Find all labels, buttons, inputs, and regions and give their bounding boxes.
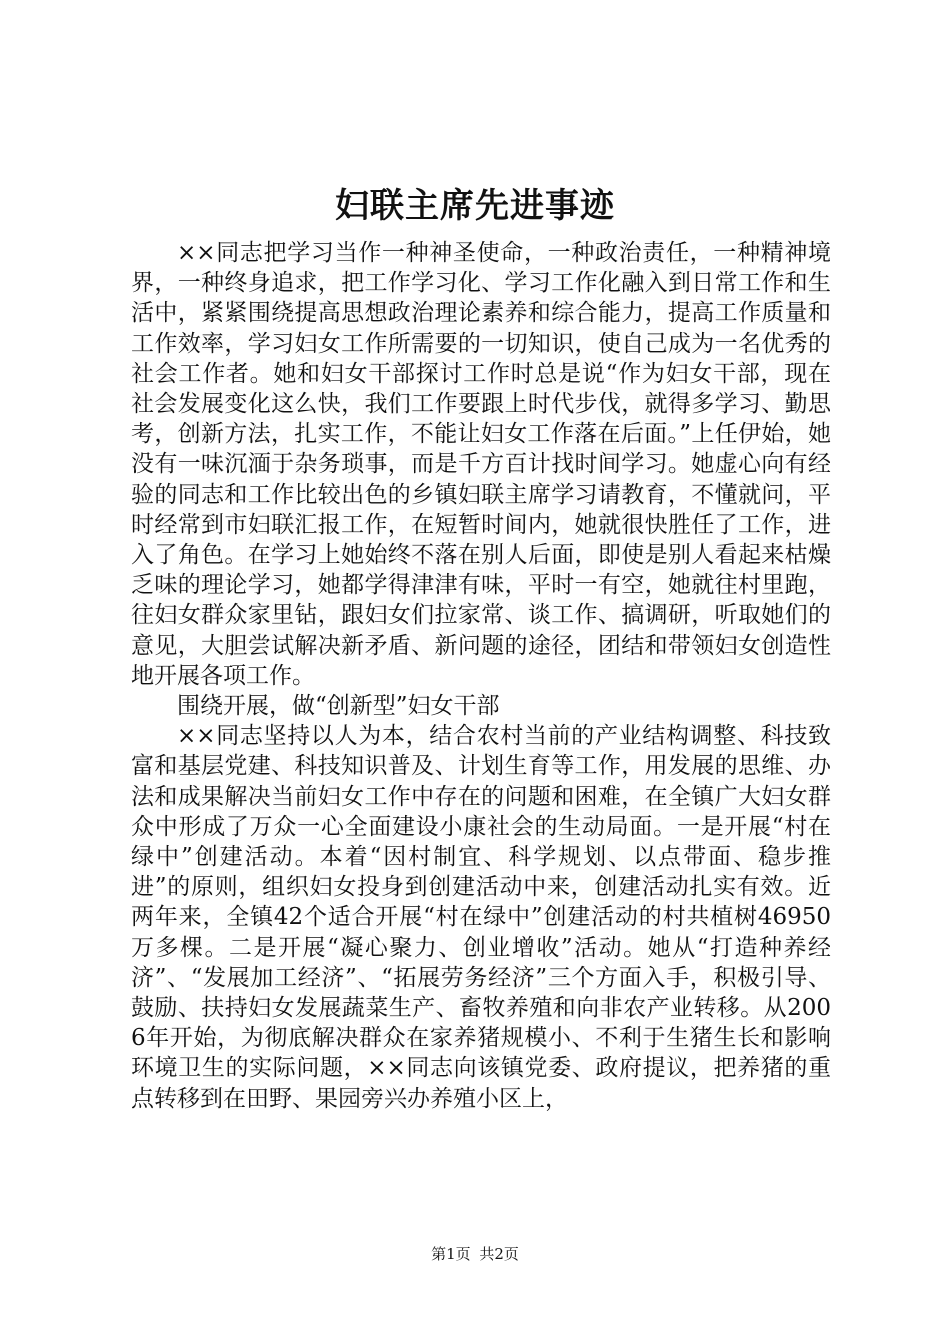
section-heading: 围绕开展，做“创新型”妇女干部 [177, 693, 500, 720]
body-paragraph-2: ××同志坚持以人为本，结合农村当前的产业结构调整、科技致富和基层党建、科技知识普及、计划生育等工作，用发展的思维、办法和成果解决当前妇女工作中存在的问题和困难，在全镇广大妇女群众中形成了万众一心全面建设小康社会的生动局面。一是开展“村在绿中”创建活动。本着“因村制宜、科学规划、以点带面、稳步推进”的原则，组织妇女投身到创建活动中来，创建活动扎实有效。近两年来，全镇42个适合开展“村在绿中”创建活动的村共植树46950万多棵。二是开展“凝心聚力、创业增收”活动。她从“打造种养经济”、“发展加工经济”、“拓展劳务经济”三个方面入手，积极引导、鼓励、扶持妇女发展蔬菜生产、畜牧养殖和向非农产业转移。从2006年开始，为彻底解决群众在家养猪规模小、不利于生猪生长和影响环境卫生的实际问题，××同志向该镇党委、政府提议，把养猪的重点转移到在田野、果园旁兴办养殖小区上， [131, 723, 831, 1112]
page-number: 第1页 [431, 1245, 471, 1263]
page-total: 共2页 [479, 1245, 519, 1263]
page-footer [0, 1244, 950, 1264]
body-paragraph-1: ××同志把学习当作一种神圣使命，一种政治责任，一种精神境界，一种终身追求，把工作学习化、学习工作化融入到日常工作和生活中，紧紧围绕提高思想政治理论素养和综合能力，提高工作质量和工作效率，学习妇女工作所需要的一切知识，使自己成为一名优秀的社会工作者。她和妇女干部探讨工作时总是说“作为妇女干部，现在社会发展变化这么快，我们工作要跟上时代步伐，就得多学习、勤思考，创新方法，扎实工作，不能让妇女工作落在后面。”上任伊始，她没有一味沉湎于杂务琐事，而是千方百计找时间学习。她虚心向有经验的同志和工作比较出色的乡镇妇联主席学习请教育，不懂就问，平时经常到市妇联汇报工作，在短暂时间内，她就很快胜任了工作，进入了角色。在学习上她始终不落在别人后面，即使是别人看起来枯燥乏味的理论学习，她都学得津津有味，平时一有空，她就往村里跑，往妇女群众家里钻，跟妇女们拉家常、谈工作、搞调研，听取她们的意见，大胆尝试解决新矛盾、新问题的途径，团结和带领妇女创造性地开展各项工作。 [131, 240, 831, 689]
document-title: 妇联主席先进事迹 [335, 186, 615, 226]
document-body [131, 238, 831, 1114]
